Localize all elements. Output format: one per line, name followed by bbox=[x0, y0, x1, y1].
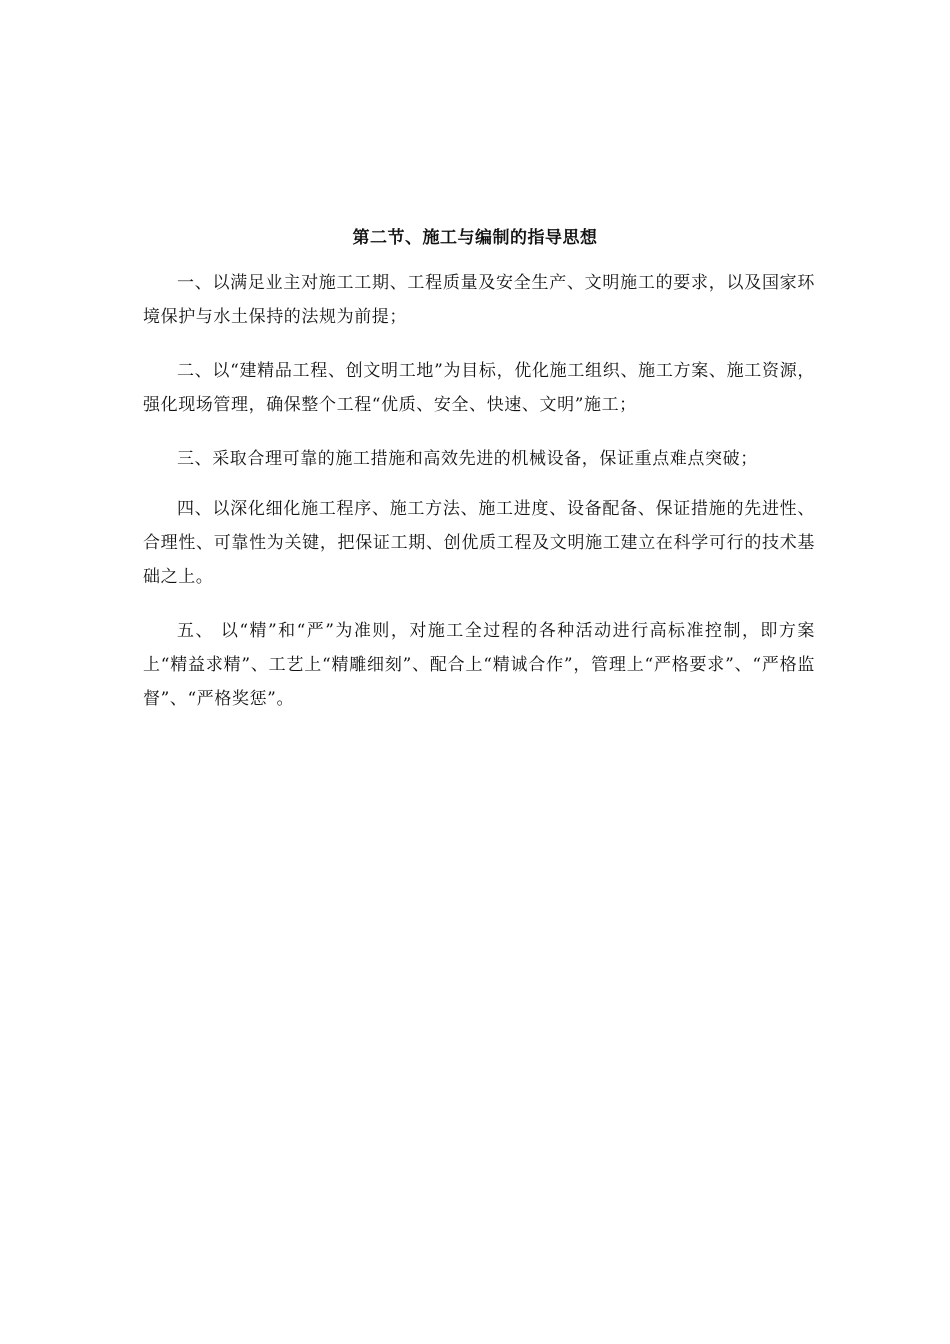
paragraph-3: 三、采取合理可靠的施工措施和高效先进的机械设备，保证重点难点突破； bbox=[177, 449, 758, 469]
paragraph-2: 二、以“建精品工程、创文明工地”为目标，优化施工组织、施工方案、施工资源，强化现场管理，确保整个工程“优质、安全、快速、文明”施工； bbox=[143, 361, 815, 415]
paragraph-4: 四、以深化细化施工程序、施工方法、施工进度、设备配备、保证措施的先进性、合理性、可靠性为关键，把保证工期、创优质工程及文明施工建立在科学可行的技术基础之上。 bbox=[143, 499, 815, 587]
paragraph-1: 一、以满足业主对施工工期、工程质量及安全生产、文明施工的要求，以及国家环境保护与水土保持的法规为前提； bbox=[143, 273, 815, 327]
section-title: 第二节、施工与编制的指导思想 bbox=[352, 228, 598, 248]
paragraph-5: 五、 以“精”和“严”为准则，对施工全过程的各种活动进行高标准控制，即方案上“精益求精”、工艺上“精雕细刻”、配合上“精诚合作”，管理上“严格要求”、“严格监督”、“严格奖惩”。 bbox=[143, 621, 815, 709]
